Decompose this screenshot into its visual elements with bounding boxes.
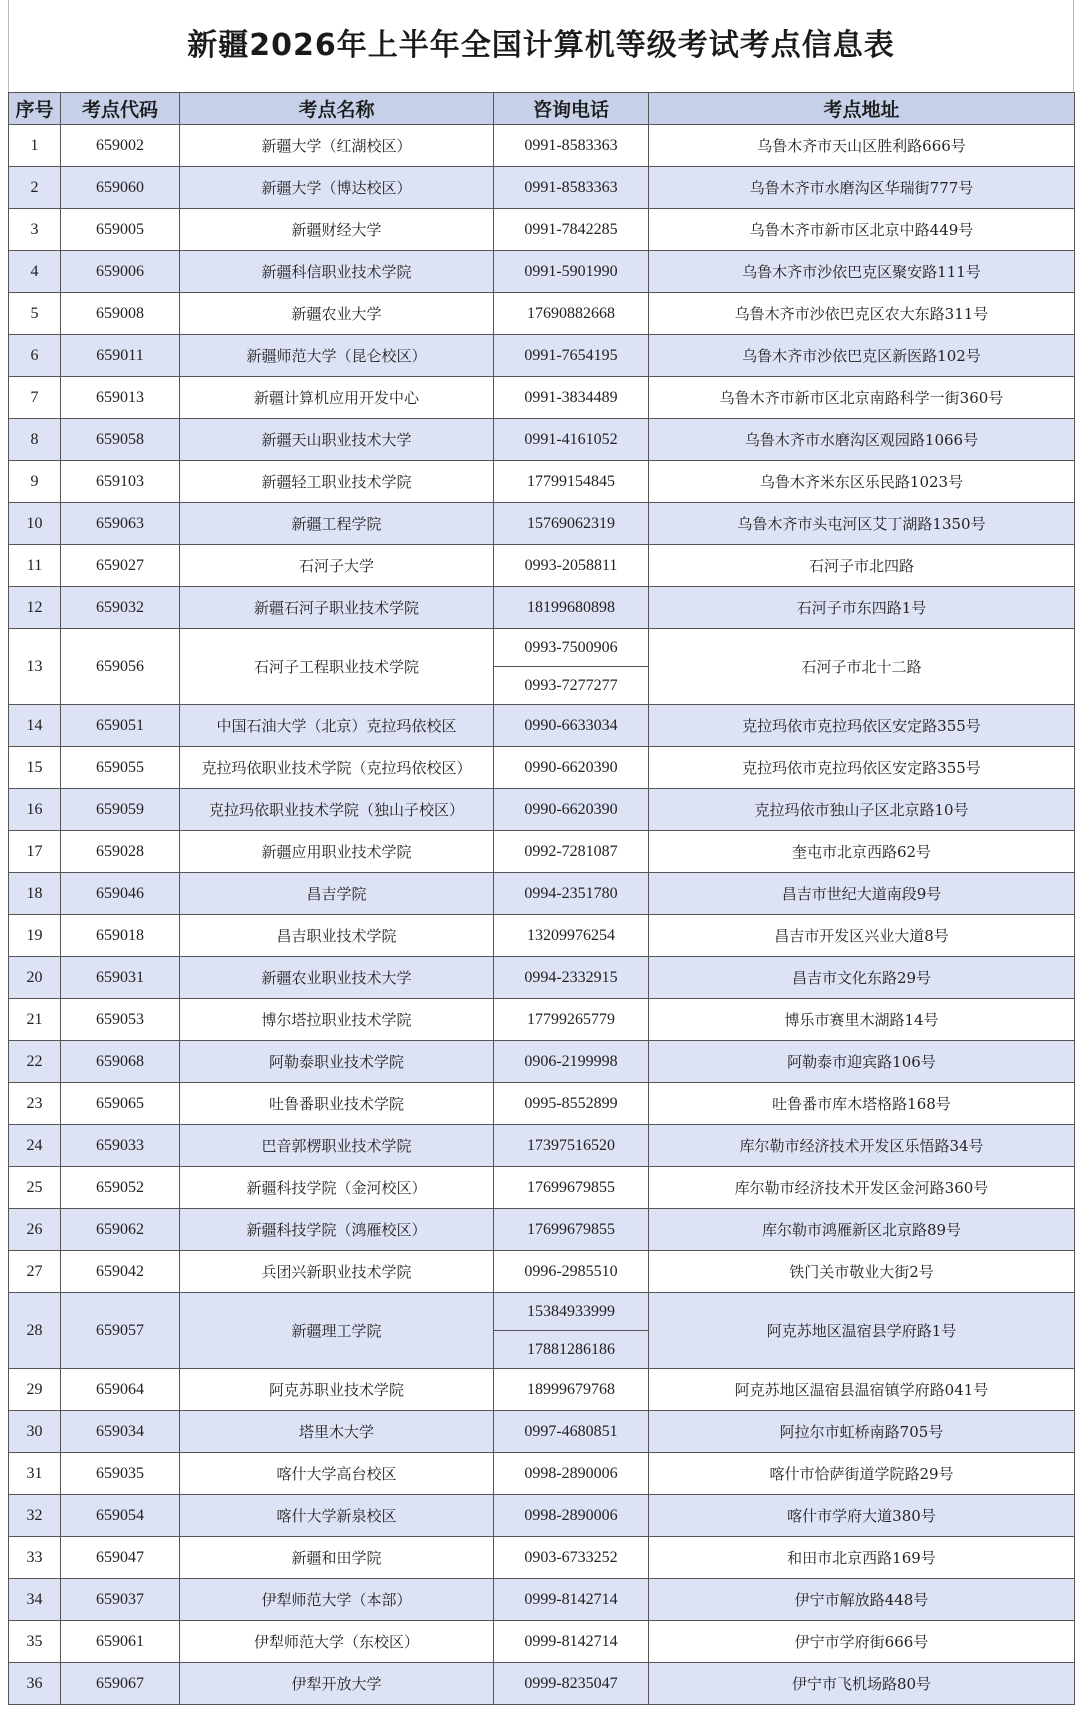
row-number: 11 [9,545,61,587]
site-phone: 18199680898 [494,587,649,629]
site-code: 659042 [61,1251,180,1293]
table-row [9,125,1075,167]
table-row [9,1495,1075,1537]
site-address: 乌鲁木齐市沙依巴克区农大东路311号 [649,293,1075,335]
row-number: 3 [9,209,61,251]
table-row [9,251,1075,293]
table-row [9,1453,1075,1495]
site-phone: 0906-2199998 [494,1041,649,1083]
site-code: 659067 [61,1663,180,1705]
row-number: 21 [9,999,61,1041]
site-code: 659053 [61,999,180,1041]
site-phone: 17799154845 [494,461,649,503]
site-phone: 0991-7654195 [494,335,649,377]
table-row [9,1579,1075,1621]
site-phone: 0999-8142714 [494,1579,649,1621]
site-phone: 17699679855 [494,1209,649,1251]
site-code: 659061 [61,1621,180,1663]
table-row [9,293,1075,335]
row-number: 33 [9,1537,61,1579]
site-code: 659027 [61,545,180,587]
table-row [9,789,1075,831]
table-row [9,419,1075,461]
row-number: 32 [9,1495,61,1537]
site-name: 新疆天山职业技术大学 [180,419,494,461]
row-number: 24 [9,1125,61,1167]
site-address: 伊宁市飞机场路80号 [649,1663,1075,1705]
site-address: 铁门关市敬业大街2号 [649,1251,1075,1293]
site-address: 喀什市恰萨街道学院路29号 [649,1453,1075,1495]
site-code: 659065 [61,1083,180,1125]
site-code: 659057 [61,1293,180,1369]
site-address: 乌鲁木齐市天山区胜利路666号 [649,125,1075,167]
row-number: 8 [9,419,61,461]
site-code: 659068 [61,1041,180,1083]
site-phone: 17799265779 [494,999,649,1041]
site-phone: 13209976254 [494,915,649,957]
site-address: 克拉玛依市克拉玛依区安定路355号 [649,705,1075,747]
table-row [9,999,1075,1041]
site-name: 伊犁开放大学 [180,1663,494,1705]
header-address: 考点地址 [649,93,1075,125]
site-name: 新疆计算机应用开发中心 [180,377,494,419]
row-number: 12 [9,587,61,629]
site-code: 659032 [61,587,180,629]
row-number: 6 [9,335,61,377]
table-row [9,1411,1075,1453]
site-phone: 0990-6620390 [494,747,649,789]
row-number: 19 [9,915,61,957]
row-number: 36 [9,1663,61,1705]
site-phone: 0991-5901990 [494,251,649,293]
site-code: 659035 [61,1453,180,1495]
page-title: 新疆2026年上半年全国计算机等级考试考点信息表 [8,0,1074,92]
site-phone: 0993-7500906 [494,629,649,667]
site-name: 兵团兴新职业技术学院 [180,1251,494,1293]
site-phone: 17397516520 [494,1125,649,1167]
site-address: 克拉玛依市独山子区北京路10号 [649,789,1075,831]
site-name: 阿克苏职业技术学院 [180,1369,494,1411]
row-number: 25 [9,1167,61,1209]
site-name: 喀什大学新泉校区 [180,1495,494,1537]
table-row [9,335,1075,377]
site-phone: 0991-7842285 [494,209,649,251]
site-name: 克拉玛依职业技术学院（克拉玛依校区） [180,747,494,789]
site-phone: 0990-6620390 [494,789,649,831]
site-name: 新疆科技学院（金河校区） [180,1167,494,1209]
site-name: 巴音郭楞职业技术学院 [180,1125,494,1167]
site-code: 659033 [61,1125,180,1167]
site-name: 新疆和田学院 [180,1537,494,1579]
row-number: 28 [9,1293,61,1369]
table-row [9,915,1075,957]
row-number: 1 [9,125,61,167]
site-name: 新疆应用职业技术学院 [180,831,494,873]
site-phone: 0996-2985510 [494,1251,649,1293]
site-address: 乌鲁木齐市沙依巴克区新医路102号 [649,335,1075,377]
site-code: 659056 [61,629,180,705]
site-code: 659018 [61,915,180,957]
site-phone: 0991-3834489 [494,377,649,419]
site-address: 阿勒泰市迎宾路106号 [649,1041,1075,1083]
row-number: 2 [9,167,61,209]
site-address: 乌鲁木齐市新市区北京中路449号 [649,209,1075,251]
table-row [9,1621,1075,1663]
site-code: 659013 [61,377,180,419]
site-name: 吐鲁番职业技术学院 [180,1083,494,1125]
row-number: 16 [9,789,61,831]
site-address: 乌鲁木齐市水磨沟区华瑞街777号 [649,167,1075,209]
site-address: 库尔勒市鸿雁新区北京路89号 [649,1209,1075,1251]
site-address: 石河子市北十二路 [649,629,1075,705]
site-address: 乌鲁木齐市新市区北京南路科学一街360号 [649,377,1075,419]
site-code: 659037 [61,1579,180,1621]
table-row [9,209,1075,251]
site-address: 阿克苏地区温宿县学府路1号 [649,1293,1075,1369]
site-code: 659006 [61,251,180,293]
row-number: 30 [9,1411,61,1453]
header-row [9,93,1075,125]
table-row [9,1083,1075,1125]
header-phone: 咨询电话 [494,93,649,125]
site-name: 克拉玛依职业技术学院（独山子校区） [180,789,494,831]
site-name: 新疆科技学院（鸿雁校区） [180,1209,494,1251]
row-number: 27 [9,1251,61,1293]
site-phone: 0993-7277277 [494,667,649,705]
row-number: 13 [9,629,61,705]
row-number: 35 [9,1621,61,1663]
table-body [9,125,1075,1705]
site-address: 石河子市东四路1号 [649,587,1075,629]
table-row [9,1663,1075,1705]
site-name: 阿勒泰职业技术学院 [180,1041,494,1083]
row-number: 5 [9,293,61,335]
site-code: 659008 [61,293,180,335]
site-address: 乌鲁木齐市水磨沟区观园路1066号 [649,419,1075,461]
site-phone: 17881286186 [494,1331,649,1369]
table-row [9,1167,1075,1209]
table-row [9,545,1075,587]
site-code: 659034 [61,1411,180,1453]
site-phone: 0991-4161052 [494,419,649,461]
header-name: 考点名称 [180,93,494,125]
site-phone: 0999-8142714 [494,1621,649,1663]
table-row [9,957,1075,999]
site-name: 昌吉学院 [180,873,494,915]
site-code: 659060 [61,167,180,209]
site-name: 中国石油大学（北京）克拉玛依校区 [180,705,494,747]
exam-site-sheet [8,0,1074,1705]
table-row [9,1369,1075,1411]
row-number: 34 [9,1579,61,1621]
table-row [9,587,1075,629]
site-code: 659062 [61,1209,180,1251]
site-address: 昌吉市开发区兴业大道8号 [649,915,1075,957]
row-number: 20 [9,957,61,999]
table-row [9,705,1075,747]
exam-site-table [8,92,1075,1705]
site-phone: 0998-2890006 [494,1495,649,1537]
table-row [9,747,1075,789]
site-code: 659059 [61,789,180,831]
site-address: 石河子市北四路 [649,545,1075,587]
site-address: 阿克苏地区温宿县温宿镇学府路041号 [649,1369,1075,1411]
site-address: 克拉玛依市克拉玛依区安定路355号 [649,747,1075,789]
row-number: 14 [9,705,61,747]
site-address: 博乐市赛里木湖路14号 [649,999,1075,1041]
site-code: 659063 [61,503,180,545]
site-code: 659058 [61,419,180,461]
row-number: 9 [9,461,61,503]
table-row [9,1537,1075,1579]
site-phone: 0994-2351780 [494,873,649,915]
row-number: 4 [9,251,61,293]
site-code: 659031 [61,957,180,999]
row-number: 15 [9,747,61,789]
site-code: 659011 [61,335,180,377]
site-phone: 18999679768 [494,1369,649,1411]
site-phone: 17699679855 [494,1167,649,1209]
table-row [9,629,1075,667]
table-row [9,503,1075,545]
site-phone: 0998-2890006 [494,1453,649,1495]
site-phone: 0997-4680851 [494,1411,649,1453]
site-code: 659052 [61,1167,180,1209]
site-name: 新疆大学（红湖校区） [180,125,494,167]
site-phone: 15384933999 [494,1293,649,1331]
site-code: 659046 [61,873,180,915]
site-address: 奎屯市北京西路62号 [649,831,1075,873]
site-phone: 0991-8583363 [494,167,649,209]
table-row [9,1209,1075,1251]
site-address: 喀什市学府大道380号 [649,1495,1075,1537]
site-address: 伊宁市解放路448号 [649,1579,1075,1621]
site-code: 659047 [61,1537,180,1579]
table-row [9,1125,1075,1167]
site-address: 昌吉市世纪大道南段9号 [649,873,1075,915]
site-phone: 0993-2058811 [494,545,649,587]
site-name: 新疆大学（博达校区） [180,167,494,209]
row-number: 26 [9,1209,61,1251]
row-number: 18 [9,873,61,915]
site-phone: 17690882668 [494,293,649,335]
header-code: 考点代码 [61,93,180,125]
table-row [9,831,1075,873]
site-phone: 0903-6733252 [494,1537,649,1579]
table-row [9,167,1075,209]
site-code: 659055 [61,747,180,789]
site-name: 新疆财经大学 [180,209,494,251]
site-address: 昌吉市文化东路29号 [649,957,1075,999]
site-address: 吐鲁番市库木塔格路168号 [649,1083,1075,1125]
site-code: 659051 [61,705,180,747]
table-row [9,873,1075,915]
site-name: 伊犁师范大学（东校区） [180,1621,494,1663]
site-address: 乌鲁木齐市头屯河区艾丁湖路1350号 [649,503,1075,545]
row-number: 31 [9,1453,61,1495]
row-number: 17 [9,831,61,873]
row-number: 7 [9,377,61,419]
site-code: 659064 [61,1369,180,1411]
site-name: 新疆师范大学（昆仑校区） [180,335,494,377]
site-address: 伊宁市学府街666号 [649,1621,1075,1663]
table-row [9,1293,1075,1331]
site-address: 库尔勒市经济技术开发区乐悟路34号 [649,1125,1075,1167]
site-address: 阿拉尔市虹桥南路705号 [649,1411,1075,1453]
table-row [9,1041,1075,1083]
site-name: 塔里木大学 [180,1411,494,1453]
table-row [9,377,1075,419]
site-code: 659005 [61,209,180,251]
site-name: 石河子工程职业技术学院 [180,629,494,705]
row-number: 23 [9,1083,61,1125]
site-name: 博尔塔拉职业技术学院 [180,999,494,1041]
site-code: 659002 [61,125,180,167]
row-number: 22 [9,1041,61,1083]
site-name: 新疆工程学院 [180,503,494,545]
site-name: 喀什大学高台校区 [180,1453,494,1495]
table-row [9,461,1075,503]
site-name: 新疆农业大学 [180,293,494,335]
site-address: 和田市北京西路169号 [649,1537,1075,1579]
site-phone: 15769062319 [494,503,649,545]
site-phone: 0992-7281087 [494,831,649,873]
site-address: 库尔勒市经济技术开发区金河路360号 [649,1167,1075,1209]
site-name: 伊犁师范大学（本部） [180,1579,494,1621]
site-name: 新疆农业职业技术大学 [180,957,494,999]
site-name: 石河子大学 [180,545,494,587]
site-name: 新疆轻工职业技术学院 [180,461,494,503]
site-address: 乌鲁木齐市沙依巴克区聚安路111号 [649,251,1075,293]
site-phone: 0995-8552899 [494,1083,649,1125]
site-address: 乌鲁木齐米东区乐民路1023号 [649,461,1075,503]
site-name: 新疆科信职业技术学院 [180,251,494,293]
site-code: 659103 [61,461,180,503]
header-no: 序号 [9,93,61,125]
row-number: 10 [9,503,61,545]
site-phone: 0999-8235047 [494,1663,649,1705]
site-phone: 0994-2332915 [494,957,649,999]
site-name: 昌吉职业技术学院 [180,915,494,957]
site-name: 新疆石河子职业技术学院 [180,587,494,629]
site-phone: 0990-6633034 [494,705,649,747]
row-number: 29 [9,1369,61,1411]
site-code: 659054 [61,1495,180,1537]
site-phone: 0991-8583363 [494,125,649,167]
site-code: 659028 [61,831,180,873]
table-row [9,1251,1075,1293]
site-name: 新疆理工学院 [180,1293,494,1369]
